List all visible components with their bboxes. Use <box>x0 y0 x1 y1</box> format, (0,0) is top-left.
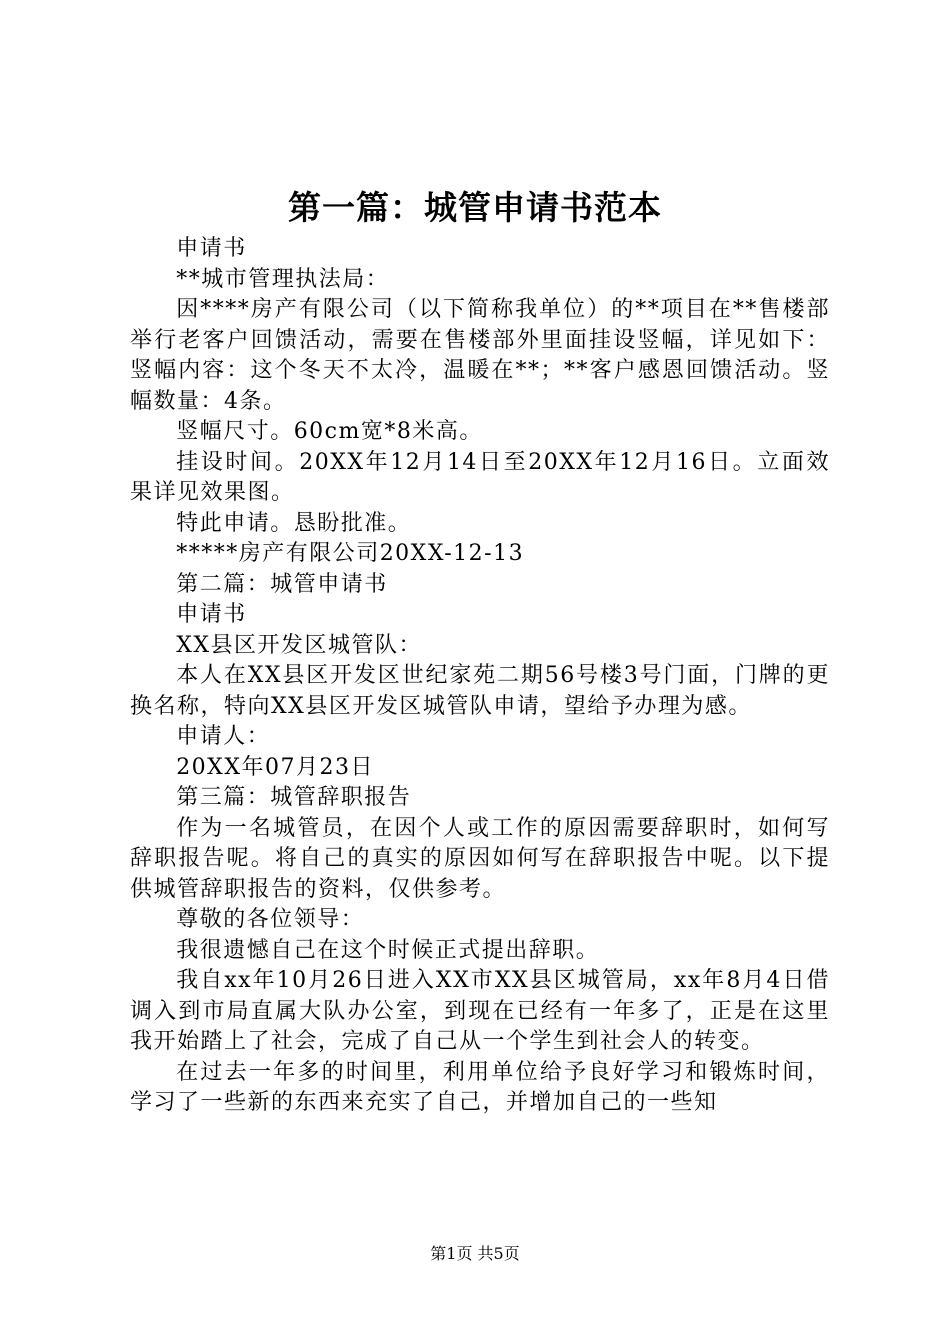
document-title: 第一篇：城管申请书范本 <box>288 188 662 227</box>
paragraph: *****房产有限公司20XX-12-13 <box>176 541 525 566</box>
paragraph: 本人在XX县区开发区世纪家苑二期56号楼3号门面，门牌的更换名称，特向XX县区开发区城管队申请，望给予办理为感。 <box>130 663 830 719</box>
paragraph: 特此申请。恳盼批准。 <box>176 510 412 536</box>
paragraph: **城市管理执法局： <box>176 266 390 292</box>
paragraph: 挂设时间。20XX年12月14日至20XX年12月16日。立面效果详见效果图。 <box>130 449 830 505</box>
paragraph: 我很遗憾自己在这个时候正式提出辞职。 <box>176 937 600 963</box>
section-heading: 第三篇：城管辞职报告 <box>176 785 412 810</box>
paragraph: 申请书 <box>176 236 247 261</box>
paragraph: 在过去一年多的时间里，利用单位给予良好学习和锻炼时间，学习了一些新的东西来充实了自己，并增加自己的一些知 <box>130 1059 830 1115</box>
paragraph: 20XX年07月23日 <box>176 754 374 780</box>
paragraph: 我自xx年10月26日进入XX市XX县区城管局，xx年8月4日借调入到市局直属大队办公室，到现在已经有一年多了，正是在这里我开始踏上了社会，完成了自己从一个学生到社会人的转变。 <box>130 968 830 1054</box>
paragraph: 尊敬的各位领导： <box>176 907 365 932</box>
paragraph: 申请书 <box>176 602 247 627</box>
section-heading: 第二篇：城管申请书 <box>176 571 388 597</box>
document-body <box>130 234 830 1119</box>
paragraph: 竖幅尺寸。60cm宽*8米高。 <box>176 419 483 444</box>
page-number: 第1页 共5页 <box>430 1244 520 1263</box>
paragraph: XX县区开发区城管队： <box>176 632 423 658</box>
paragraph: 因****房产有限公司（以下简称我单位）的**项目在**售楼部举行老客户回馈活动，需要在售楼部外里面挂设竖幅，详见如下：竖幅内容：这个冬天不太冷，温暖在**；**客户感恩回馈活动。竖幅数量：4条。 <box>130 297 830 414</box>
paragraph: 申请人： <box>176 724 271 749</box>
paragraph: 作为一名城管员，在因个人或工作的原因需要辞职时，如何写辞职报告呢。将自己的真实的原因如何写在辞职报告中呢。以下提供城管辞职报告的资料，仅供参考。 <box>130 815 830 902</box>
